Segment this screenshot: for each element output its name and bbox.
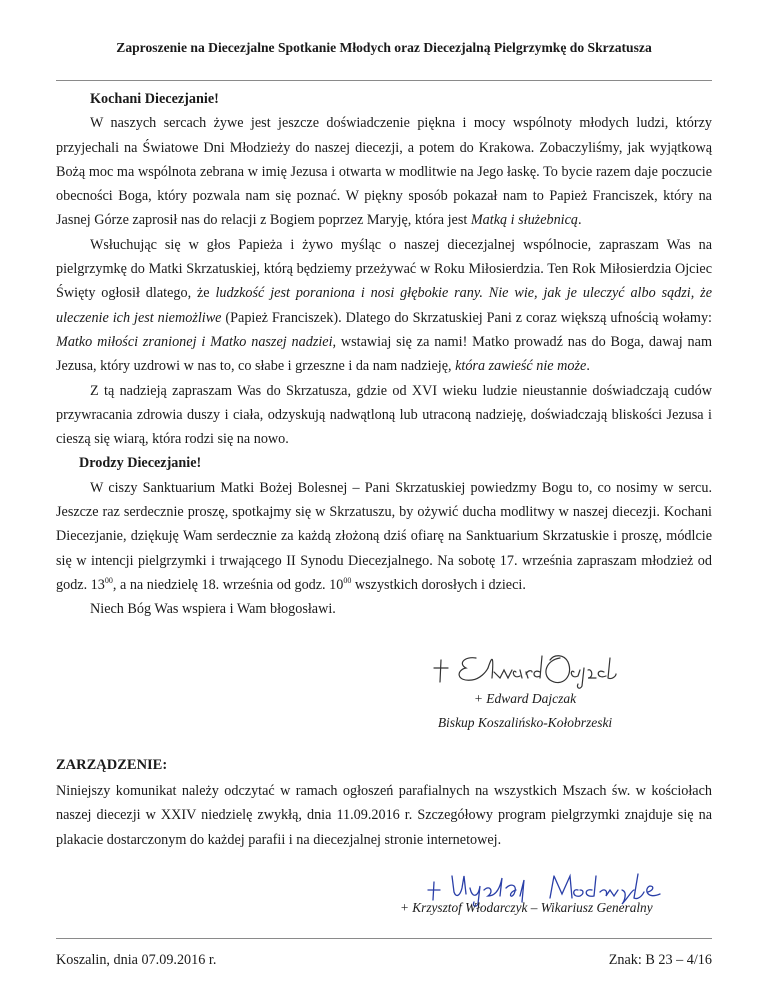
greeting: Kochani Diecezjanie! bbox=[90, 91, 219, 107]
signer-title: Biskup Koszalińsko-Kołobrzeski bbox=[437, 715, 613, 730]
vicar-signature-name: + Krzysztof Włodarczyk – Wikariusz Generalny bbox=[400, 900, 653, 915]
paragraph-1-italic: Matką i służebnicą bbox=[470, 212, 579, 229]
page-title: Zaproszenie na Diecezjalne Spotkanie Młodych oraz Diecezjalną Pielgrzymkę do Skrzatusza bbox=[116, 40, 652, 55]
paragraph-4-end: wszystkich dorosłych i dzieci. bbox=[351, 576, 526, 593]
paragraph-5: Niech Bóg Was wspiera i Wam błogosławi. bbox=[90, 601, 336, 618]
paragraph-2-invocation: Matko miłości zranionej i Matko naszej nadziei, bbox=[56, 333, 337, 350]
paragraph-2-a: Wsłuchując się w głos Papieża i żywo myśląc o naszej diecezjalnej wspólnocie, zapraszam Was na pielgrzymkę do Matki Skrzatuskiej, którą będziemy przeżywać w Roku Miłosierdzia. Ten Rok Miłosierdzia Ojciec Święty ogłosił dlatego, że bbox=[56, 236, 712, 302]
paragraph-4-text: W ciszy Sanktuarium Matki Bożej Bolesnej – Pani Skrzatuskiej powiedzmy Bogu to, co nosimy w sercu. Jeszcze raz serdecznie proszę, spotkajmy się w Skrzatuszu, by ożywić ducha modlitwy w naszej diecezji. Kochani Diecezjanie, dziękuję Wam serdecznie za każdą złożoną dziś ofiarę na Sanktuarium Skrzatuskie i proszę, módlcie się w intencji pielgrzymki i trwającego II Synodu Diecezjalnego. Na sobotę 17. września zapraszam młodzież od godz. 13 bbox=[56, 479, 712, 593]
signer-name: + Edward Dajczak bbox=[473, 691, 577, 706]
paragraph-1-text: W naszych sercach żywe jest jeszcze doświadczenie piękna i mocy wspólnoty młodych ludzi, którzy przyjechali na Światowe Dni Młodzieży do naszej diecezji, a potem do Krakowa. Zobaczyliśmy, jak wyjątkową Bożą moc ma wspólnota zebrana w imię Jezusa i otwarta w modlitwie na Jego łaskę. To bycie razem daje poczucie obecności Boga, który pozwala nam się poznać. W piękny sposób pokazał nam to Papież Franciszek, który na Jasnej Górze zaprosił nas do relacji z Bogiem poprzez Maryję, która jest bbox=[56, 115, 712, 229]
paragraph-4 bbox=[56, 476, 712, 597]
paragraph-3: Z tą nadzieją zapraszam Was do Skrzatusza, gdzie od XVI wieku ludzie nieustannie doświadczają cudów przywracania zdrowia duszy i ciała, odzyskują nadwątloną lub utraconą nadzieję, doświadczają bliskości Jezusa i cieszą się wiarą, która rodzi się na nowo. bbox=[56, 382, 712, 448]
time-superscript-1: 00 bbox=[104, 575, 113, 585]
decree-body bbox=[56, 779, 712, 852]
decree-heading: ZARZĄDZENIE: bbox=[56, 757, 168, 773]
bishop-signature-block bbox=[380, 687, 670, 735]
footer-divider bbox=[56, 938, 712, 939]
paragraph-2-quote: ludzkość jest poraniona i nosi głębokie rany. Nie wie, jak je uleczyć albo sądzi, że uleczenie ich jest niemożliwe bbox=[56, 285, 712, 326]
paragraph-2-c: wstawiaj się za nami! Matko prowadź nas do Boga, dawaj nam Jezusa, który uzdrowi w nas to, co słabe i grzeszne i da nam nadzieję, bbox=[56, 333, 712, 375]
paragraph-1 bbox=[56, 111, 712, 232]
reference-number: Znak: B 23 – 4/16 bbox=[608, 952, 712, 968]
bishop-signature-image bbox=[428, 648, 618, 690]
paragraph-2-b: (Papież Franciszek). Dlatego do Skrzatuskiej Pani z coraz większą ufnością wołamy: bbox=[221, 309, 712, 326]
paragraph-4-mid: , a na niedzielę 18. września od godz. 10 bbox=[112, 576, 344, 593]
paragraph-2-d: . bbox=[586, 358, 590, 375]
time-superscript-2: 00 bbox=[343, 575, 352, 585]
place-and-date: Koszalin, dnia 07.09.2016 r. bbox=[56, 952, 217, 968]
paragraph-2-hope: która zawieść nie może bbox=[455, 358, 587, 375]
paragraph-2 bbox=[56, 233, 712, 379]
header-divider bbox=[56, 80, 712, 81]
letter-body bbox=[56, 87, 712, 622]
paragraph-1-end: . bbox=[578, 212, 582, 229]
greeting-2: Drodzy Diecezjanie! bbox=[79, 455, 202, 472]
decree-text: Niniejszy komunikat należy odczytać w ramach ogłoszeń parafialnych na wszystkich Mszach św. w kościołach naszej diecezji w XXIV niedzielę zwykłą, dnia 11.09.2016 r. Szczegółowy program pielgrzymki znajduje się na plakacie dostarczonym do każdej parafii i na diecezjalnej stronie internetowej. bbox=[56, 783, 712, 848]
